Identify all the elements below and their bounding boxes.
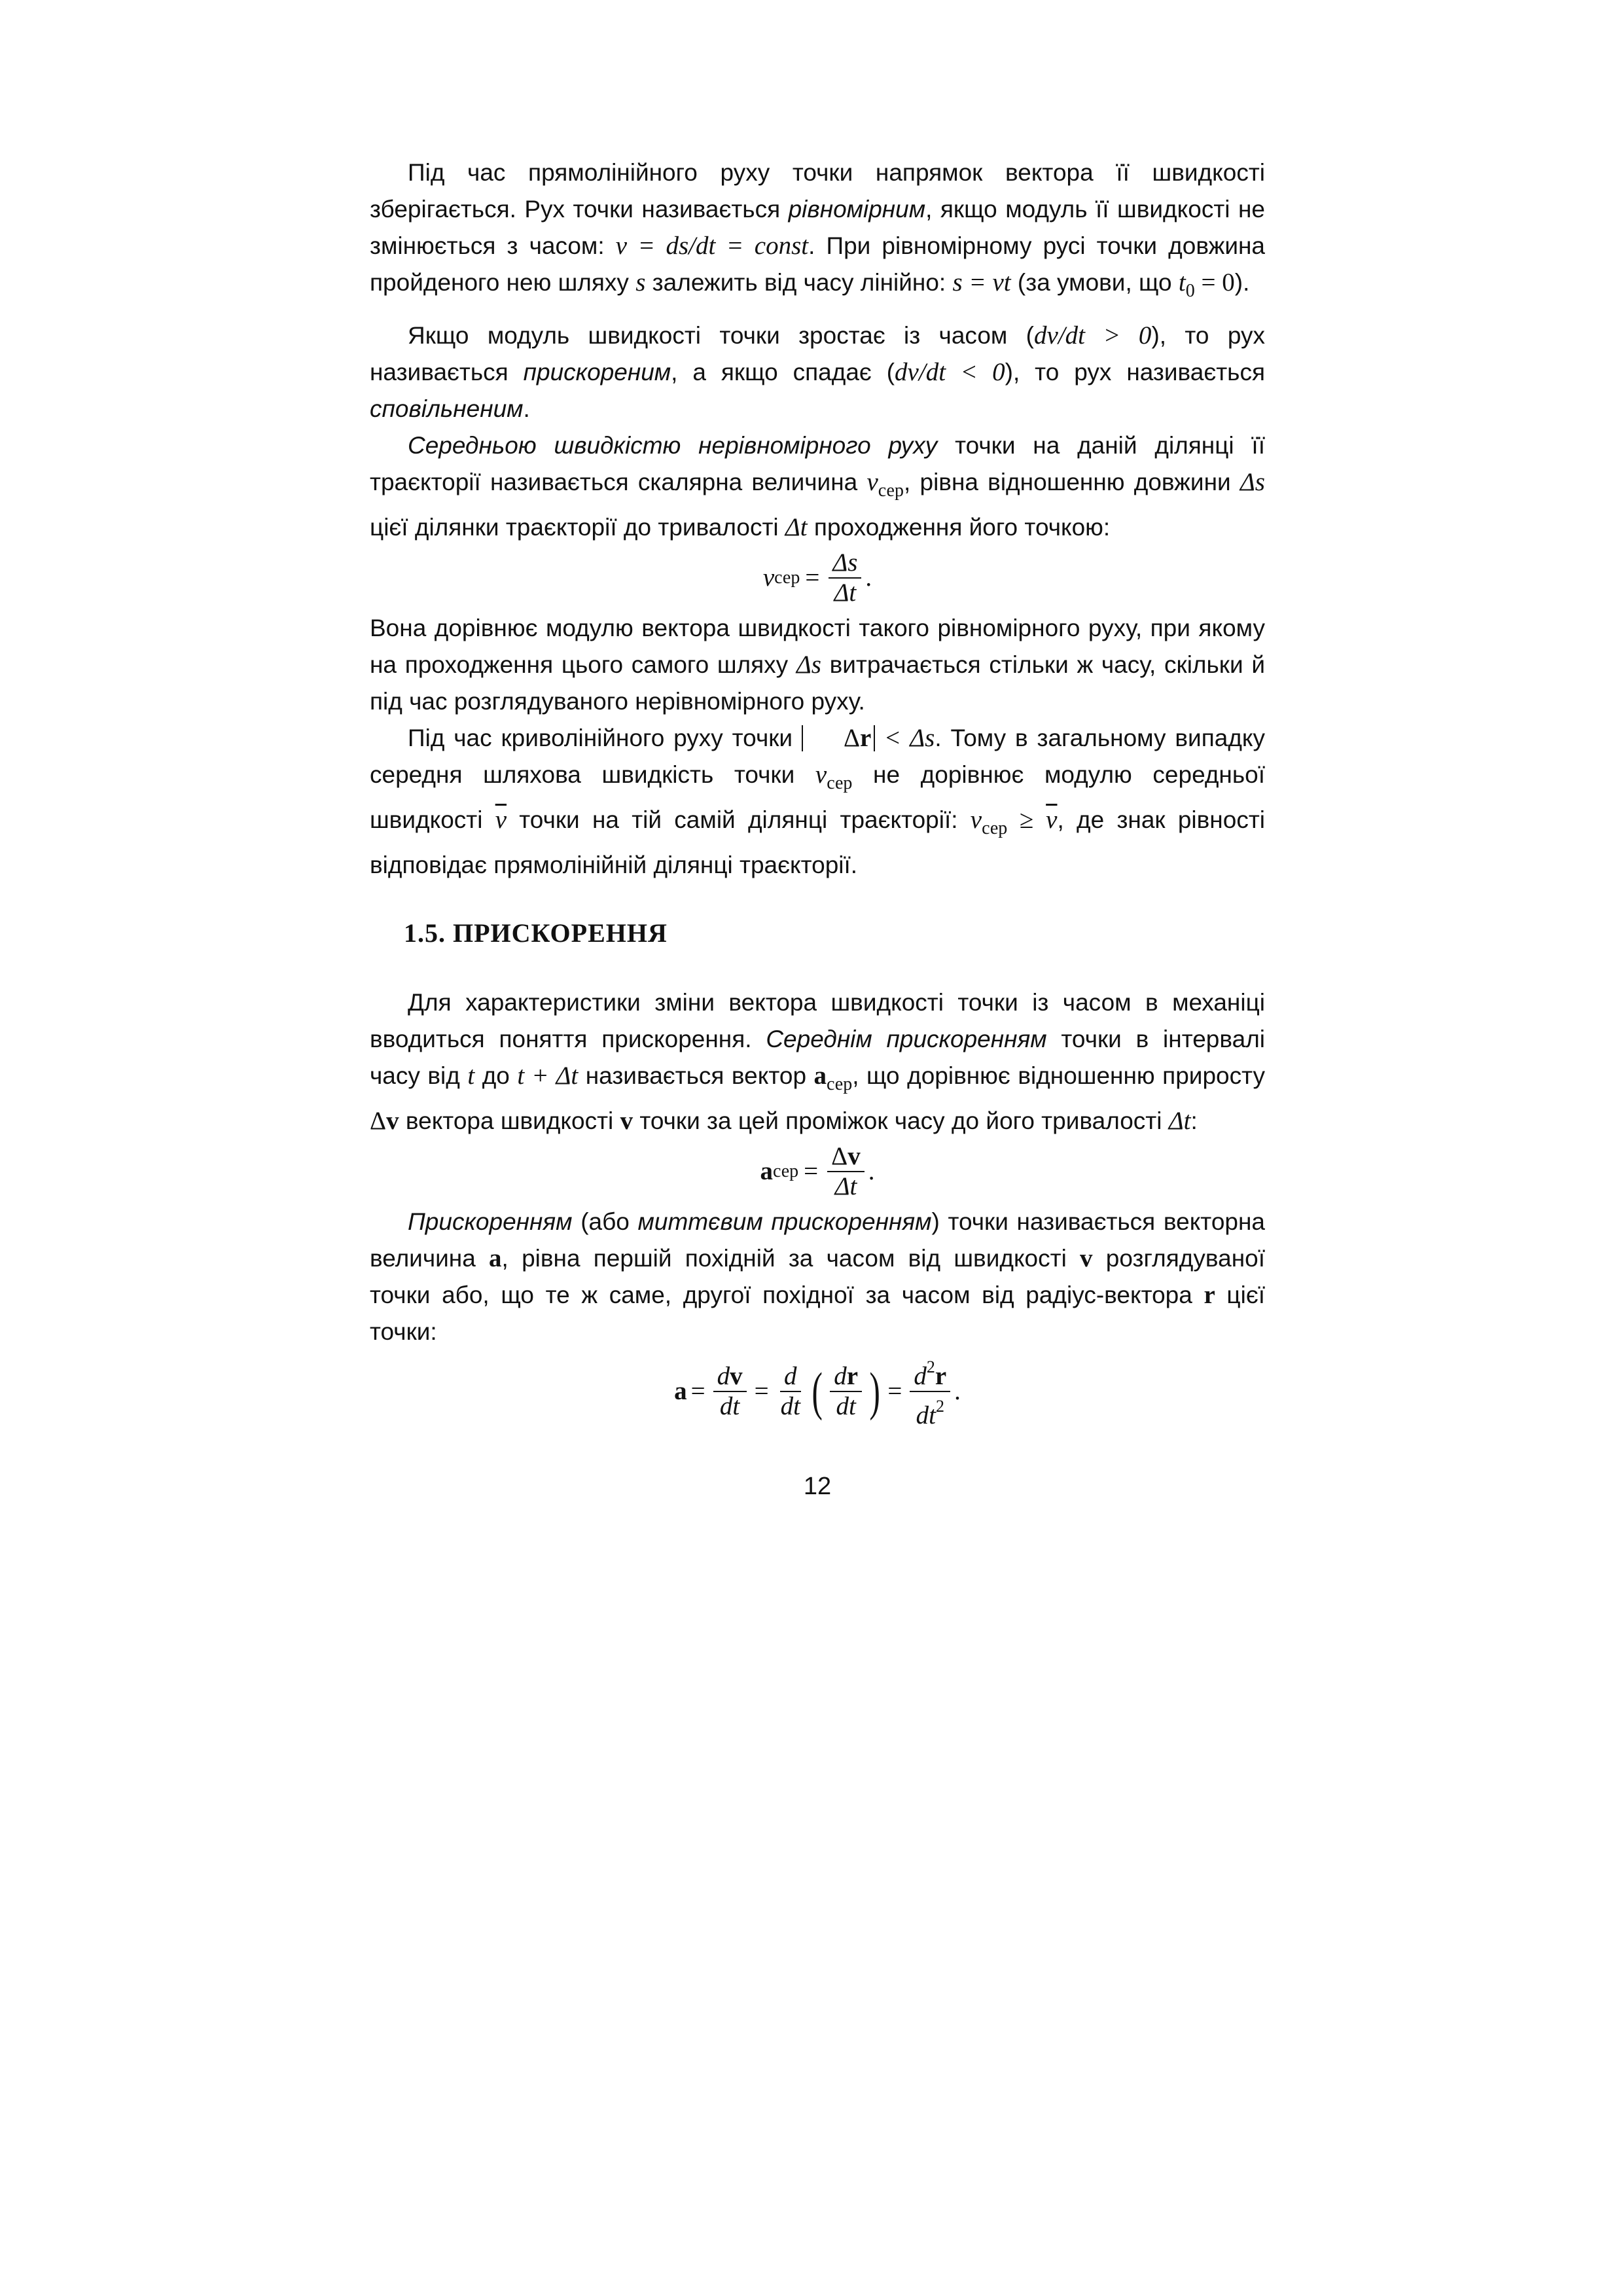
- term-instant-acceleration: миттєвим прискоренням: [637, 1208, 932, 1235]
- term-uniform: рівномірним: [788, 196, 926, 223]
- open-parenthesis: (: [812, 1361, 823, 1421]
- text: ), то рух називається: [370, 322, 1265, 386]
- text: . Тому в загальному випадку середня шляхова швидкість точки: [370, 725, 1266, 788]
- text: , рівна першій похідній за часом від швидкості: [501, 1245, 1080, 1272]
- formula-symbol: d: [834, 1362, 847, 1390]
- formula-inline: dv/dt > 0: [1034, 321, 1152, 350]
- text: цієї ділянки траєкторії до тривалості: [370, 514, 785, 541]
- text: точки на даній ділянці її траєкторії називається скалярна величина: [370, 432, 1265, 495]
- formula-inline: v = ds/dt = const: [615, 232, 809, 260]
- superscript: 2: [935, 1397, 944, 1416]
- formula-inline: s: [635, 268, 646, 296]
- text: . При рівномірному русі точки довжина пройденого нею шляху: [370, 232, 1265, 296]
- equals-sign: =: [690, 1377, 705, 1405]
- fraction: [713, 1362, 747, 1421]
- punctuation: .: [868, 1157, 875, 1185]
- fraction: [910, 1353, 950, 1430]
- text: витрачається стільки ж часу, скільки й під час розглядуваного нерівномірного руху.: [370, 651, 1265, 715]
- paragraph-average-speed: [370, 427, 1265, 546]
- fraction: [777, 1362, 804, 1421]
- formula-inline: dv/dt < 0: [895, 358, 1005, 386]
- vector-symbol: r: [935, 1362, 947, 1390]
- text: (за умови, що: [1010, 269, 1179, 296]
- denominator: Δt: [834, 579, 857, 607]
- formula-inline: = 0: [1194, 268, 1235, 296]
- numerator: Δs: [829, 548, 861, 579]
- formula-inline: t: [467, 1062, 475, 1090]
- term-decelerated: сповільненим: [370, 395, 524, 422]
- text: ) точки називається векторна величина: [370, 1208, 1266, 1272]
- text: (або: [572, 1208, 638, 1235]
- text: Вона дорівнює модулю вектора швидкості такого рівномірного руху, при якому на проходження цього самого шляху: [370, 615, 1265, 678]
- vector-symbol: r: [860, 724, 872, 752]
- text: ).: [1234, 269, 1250, 296]
- term-acceleration: Прискоренням: [408, 1208, 573, 1235]
- denominator: [912, 1392, 948, 1430]
- superscript: 2: [926, 1357, 935, 1376]
- page-number: 12: [803, 1473, 832, 1500]
- vector-symbol: v: [730, 1362, 743, 1390]
- formula-inline: t: [1178, 268, 1186, 296]
- denominator: dt: [780, 1392, 800, 1420]
- formula-inline: t + Δt: [517, 1062, 579, 1090]
- text: не дорівнює модулю середньої швидкості: [370, 761, 1265, 833]
- subscript: сер: [982, 818, 1008, 838]
- delta-symbol: Δ: [843, 724, 861, 752]
- vector-symbol: v: [620, 1107, 633, 1135]
- equals-sign: =: [805, 564, 820, 592]
- numerator: [910, 1353, 950, 1392]
- text: до: [474, 1062, 518, 1089]
- formula-inline: $\overline{v}$: [1046, 806, 1058, 834]
- text: розглядуваної точки або, що те ж саме, другої похідної за часом від радіус-вектора: [370, 1245, 1265, 1308]
- formula-inline: Δt: [1168, 1107, 1191, 1135]
- formula-average-speed: [370, 548, 1265, 607]
- equals-sign: =: [804, 1157, 819, 1185]
- vector-symbol: a: [674, 1377, 687, 1405]
- numerator: [830, 1362, 862, 1392]
- vector-symbol: a: [760, 1157, 773, 1185]
- denominator: dt: [719, 1392, 740, 1420]
- text: називається вектор: [578, 1062, 814, 1089]
- punctuation: .: [865, 564, 872, 592]
- fraction: [827, 1142, 865, 1201]
- vector-symbol: v: [386, 1107, 399, 1135]
- text: :: [1190, 1107, 1198, 1134]
- numerator: [827, 1142, 865, 1172]
- term-average-acceleration: Середнім прискоренням: [766, 1026, 1047, 1052]
- formula-symbol: d: [914, 1362, 927, 1390]
- text: точки в інтервалі часу від: [370, 1026, 1266, 1089]
- vector-symbol: r: [1204, 1281, 1215, 1309]
- paragraph-uniform-motion: [370, 154, 1265, 310]
- numerator: d: [780, 1362, 801, 1392]
- formula-symbol: v: [762, 564, 775, 592]
- text: проходження його точкою:: [807, 514, 1111, 541]
- formula-inline: v: [866, 468, 878, 496]
- numerator: [713, 1362, 747, 1392]
- text: , а якщо спадає (: [671, 359, 895, 386]
- vector-symbol: r: [846, 1362, 859, 1390]
- formula-average-acceleration: [370, 1142, 1265, 1201]
- delta-symbol: Δ: [370, 1107, 387, 1135]
- text: , рівна відношенню довжини: [903, 469, 1240, 495]
- paragraph-instant-acceleration: [370, 1204, 1265, 1350]
- formula-inline: s = vt: [952, 268, 1011, 296]
- text: Під час прямолінійного руху точки напрямок вектора її швидкості зберігається. Рух точки називається: [370, 159, 1265, 223]
- formula-inline: v: [815, 761, 827, 789]
- text: цієї точки:: [370, 1282, 1266, 1345]
- text: ), то рух називається: [1005, 359, 1265, 386]
- vector-symbol: v: [847, 1142, 861, 1170]
- subscript: сер: [827, 773, 853, 793]
- punctuation: .: [954, 1377, 961, 1405]
- formula-inline: Δs: [796, 651, 821, 679]
- text: Для характеристики зміни вектора швидкості точки із часом в механіці вводиться поняття прискорення.: [370, 989, 1265, 1052]
- text: , що дорівнює відношенню приросту: [852, 1062, 1265, 1089]
- term-accelerated: прискореним: [523, 359, 671, 386]
- formula-inline: Δs: [1240, 468, 1265, 496]
- text: залежить від часу лінійно:: [645, 269, 953, 296]
- formula-symbol: dt: [916, 1401, 936, 1429]
- text: , де знак рівності відповідає прямолінійній ділянці траєкторії.: [370, 806, 1265, 878]
- fraction: [829, 548, 861, 607]
- subscript: сер: [827, 1074, 853, 1094]
- absolute-value: [802, 725, 875, 751]
- text: вектора швидкості: [399, 1107, 620, 1134]
- term-average-speed: Середньою швидкістю нерівномірного руху: [408, 432, 938, 459]
- text: .: [523, 395, 530, 422]
- denominator: dt: [836, 1392, 856, 1420]
- formula-inline: ≥: [1007, 806, 1046, 834]
- paragraph-curvilinear: [370, 720, 1265, 884]
- vector-symbol: a: [813, 1062, 827, 1090]
- paragraph-average-acceleration: [370, 984, 1265, 1139]
- text: Під час криволінійного руху точки: [408, 725, 802, 751]
- text: Якщо модуль швидкості точки зростає із часом (: [408, 322, 1035, 349]
- formula-inline: < Δs: [875, 724, 935, 752]
- section-heading: 1.5. ПРИСКОРЕННЯ: [404, 918, 668, 948]
- equals-sign: =: [887, 1377, 902, 1405]
- fraction: [830, 1362, 862, 1421]
- vector-symbol: v: [1080, 1244, 1093, 1272]
- delta-symbol: Δ: [831, 1142, 848, 1170]
- formula-inline: $\overline{v}$: [495, 806, 507, 834]
- subscript: 0: [1185, 281, 1195, 301]
- denominator: Δt: [834, 1172, 857, 1200]
- formula-inline: Δt: [785, 513, 808, 541]
- subscript: сер: [772, 1161, 799, 1181]
- subscript: сер: [878, 480, 904, 501]
- text: точки за цей проміжок часу до його тривалості: [633, 1107, 1169, 1134]
- formula-inline: v: [970, 806, 982, 834]
- paragraph-equals-modulus: [370, 610, 1265, 720]
- paragraph-accelerated: [370, 317, 1265, 427]
- formula-symbol: d: [717, 1362, 730, 1390]
- formula-instant-acceleration: [370, 1353, 1265, 1430]
- vector-symbol: a: [489, 1244, 502, 1272]
- equals-sign: =: [754, 1377, 769, 1405]
- page-body: [370, 154, 1265, 1505]
- text: точки на тій самій ділянці траєкторії:: [507, 806, 971, 833]
- text: , якщо модуль її швидкості не змінюється з часом:: [370, 196, 1265, 259]
- subscript: сер: [774, 567, 800, 588]
- close-parenthesis: ): [869, 1361, 880, 1421]
